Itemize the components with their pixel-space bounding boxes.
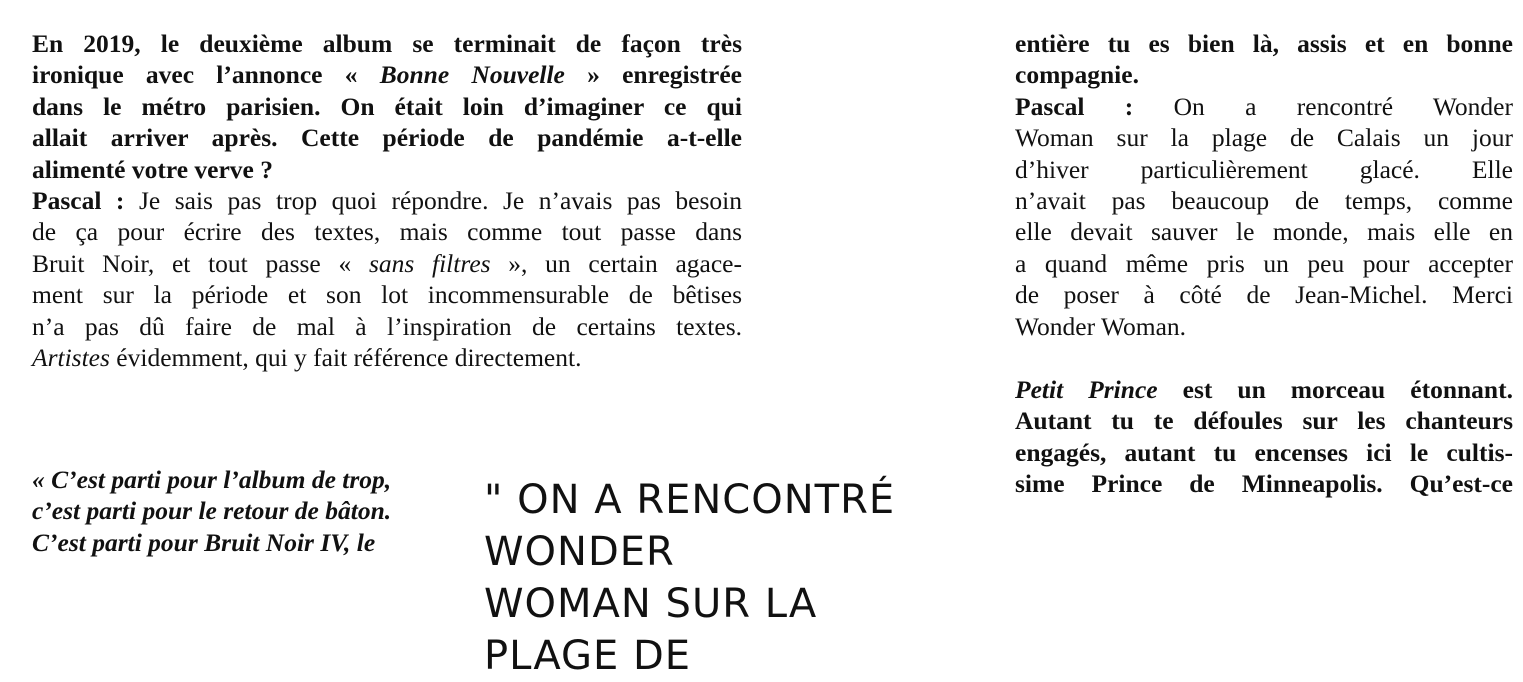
song-title: Petit Prince (1015, 375, 1158, 405)
answer-line: n’a pas dû faire de mal à l’inspiration de certains textes. (32, 311, 742, 341)
question-line: sime Prince de Minneapolis. Qu’est-ce (1015, 469, 1513, 499)
answer-line: Bruit Noir, et tout passe « sans filtres », un certain agace- (32, 248, 742, 278)
question-line: compagnie. (1015, 60, 1139, 90)
answer-line: d’hiver particulièrement glacé. Elle (1015, 154, 1513, 184)
question-line: Autant tu te défoules sur les chanteurs (1015, 406, 1513, 436)
answer-line: Woman sur la plage de Calais un jour (1015, 123, 1513, 153)
question-line: allait arriver après. Cette période de pandémie a-t-elle (32, 123, 742, 153)
question-line: dans le métro parisien. On était loin d’imaginer ce qui (32, 91, 742, 121)
question-line: alimenté votre verve ? (32, 154, 273, 184)
answer-line: n’avait pas beaucoup de temps, comme (1015, 186, 1513, 216)
right-column (1015, 28, 1513, 500)
question-line: ironique avec l’annonce « Bonne Nouvelle » enregistrée (32, 60, 742, 90)
speaker-name: Pascal : (1015, 91, 1134, 121)
question-line: engagés, autant tu encenses ici le cultis- (1015, 437, 1513, 467)
answer-line: ment sur la période et son lot incommensurable de bêtises (32, 280, 742, 310)
question-line: Petit Prince est un morceau étonnant. (1015, 375, 1513, 405)
answer-line: de poser à côté de Jean-Michel. Merci (1015, 280, 1513, 310)
answer-line: Pascal : Je sais pas trop quoi répondre. Je n’avais pas besoin (32, 186, 742, 216)
question-line: En 2019, le deuxième album se terminait de façon très (32, 29, 742, 58)
answer-line: Artistes évidemment, qui y fait référence directement. (32, 343, 582, 373)
answer-line: de ça pour écrire des textes, mais comme tout passe dans (32, 217, 742, 247)
question-line: entière tu es bien là, assis et en bonne (1015, 29, 1513, 58)
song-title: Artistes (32, 343, 110, 373)
speaker-name: Pascal : (32, 186, 125, 216)
answer-line: a quand même pris un peu pour accepter (1015, 248, 1513, 278)
highlight-quote: " ON A RENCONTRÉ WONDER WOMAN SUR LA PLAGE DE (484, 477, 896, 679)
album-title: Bonne Nouvelle (379, 60, 565, 90)
pull-quote: « C’est parti pour l’album de trop, c’est parti pour le retour de bâton. C’est parti pour Bruit Noir IV, le (32, 465, 392, 557)
answer-line: Pascal : On a rencontré Wonder (1015, 91, 1513, 121)
answer-line: Wonder Woman. (1015, 311, 1187, 341)
answer-line: elle devait sauver le monde, mais elle en (1015, 217, 1513, 247)
left-column (32, 28, 742, 373)
